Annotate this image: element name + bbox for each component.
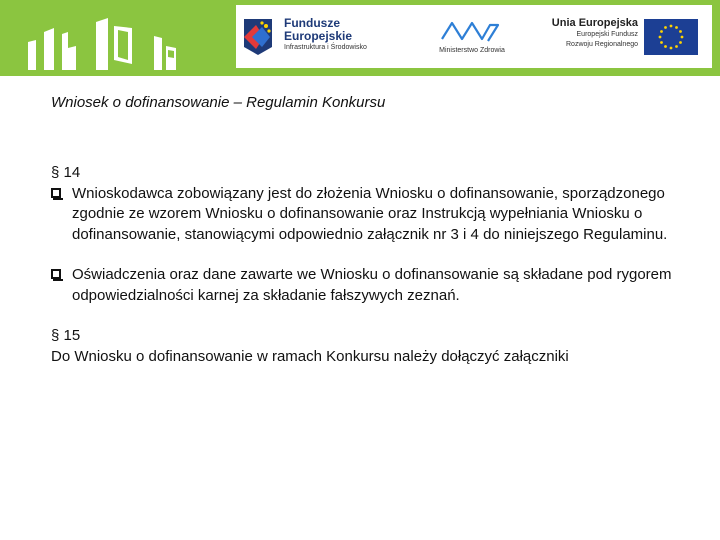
section-text: Do Wniosku o dofinansowanie w ramach Konkursu należy dołączyć załączniki xyxy=(51,347,569,365)
page-title: Wniosek o dofinansowanie – Regulamin Konkursu xyxy=(51,94,386,111)
logo-ue-line1: Unia Europejska xyxy=(551,17,638,29)
brand-graphic-icon xyxy=(22,14,192,74)
logo-ue-line2: Europejski Fundusz xyxy=(576,31,638,38)
logo-ministerstwo-zdrowia xyxy=(432,13,512,61)
logo-ue-line3: Rozwoju Regionalnego xyxy=(566,41,638,48)
logo-fundusze-europejskie xyxy=(242,13,412,61)
fundusze-europejskie-emblem-icon xyxy=(242,17,276,57)
section-heading-15: § 15 xyxy=(51,327,81,344)
list-item xyxy=(51,265,691,306)
partner-logos xyxy=(236,5,712,68)
list-item xyxy=(51,184,691,246)
logo-unia-europejska xyxy=(536,13,706,61)
document-body xyxy=(51,163,691,367)
section-heading-14: § 14 xyxy=(51,164,81,181)
bullet-text: Wnioskodawca zobowiązany jest do złożenia Wniosku o dofinansowanie, sporządzonego zgodnie ze wzorem Wniosku o dofinansowanie oraz Instrukcją wypełniania Wniosku o dofinansowanie, stanowiącymi odpowiednio załącznik nr 3 i 4 do niniejszego Regulaminu. xyxy=(72,184,668,243)
logo-fe-line2: Europejskie xyxy=(284,29,353,43)
logo-mz-label: Ministerstwo Zdrowia xyxy=(439,47,505,54)
ministry-zigzag-icon xyxy=(440,15,500,45)
header-bar xyxy=(0,0,720,76)
eu-flag-icon xyxy=(644,19,698,55)
logo-fe-line3: Infrastruktura i Środowisko xyxy=(284,44,367,51)
checkbox-bullet-icon xyxy=(51,269,61,279)
checkbox-bullet-icon xyxy=(51,188,61,198)
bullet-text: Oświadczenia oraz dane zawarte we Wniosku o dofinansowanie są składane pod rygorem odpowiedzialności karnej za składanie fałszywych zeznań. xyxy=(72,266,672,304)
logo-fe-line1: Fundusze xyxy=(284,16,340,30)
